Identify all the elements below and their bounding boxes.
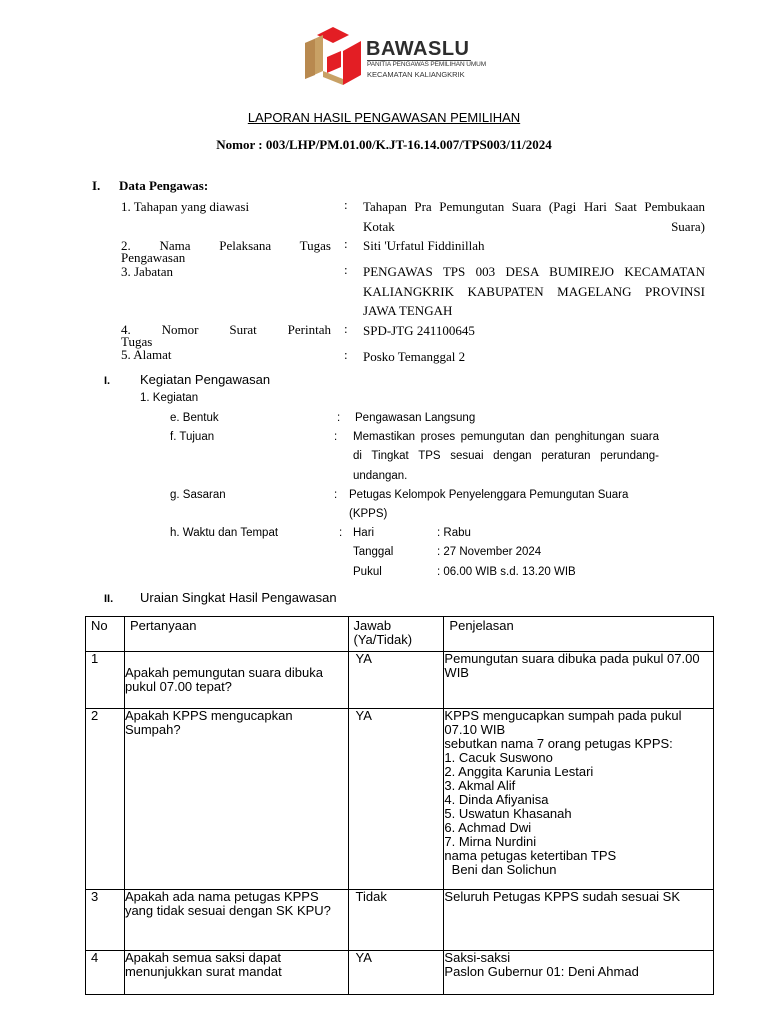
item-value: Tahapan Pra Pemungutan Suara (Pagi Hari Saat Pembukaan Kotak Suara) [363,199,705,234]
explanation-line: KPPS mengucapkan sumpah pada pukul 07.10 WIB [444,708,682,737]
explanation-line: 7. Mirna Nurdini [444,834,537,849]
item-value: SPD-JTG 241100645 [363,323,475,338]
row-question: Apakah semua saksi dapat menunjukkan surat mandat [124,951,348,995]
item-label: 2. Nama Pelaksana Tugas [121,238,331,253]
item-label: 1. Tahapan yang diawasi [121,199,250,214]
section-kegiatan-heading [104,372,270,387]
bentuk-label: e. Bentuk [170,412,219,424]
row-question: Apakah ada nama petugas KPPS yang tidak sesuai dengan SK KPU? [124,890,348,951]
explanation-line: 5. Uswatun Khasanah [444,806,572,821]
item-label-cont: Tugas [121,334,153,349]
item-label: 4. Nomor Surat Perintah [121,322,331,337]
pukul-label: Pukul [353,566,382,578]
item-label-cont: Pengawasan [121,250,186,265]
item-value: PENGAWAS TPS 003 DESA BUMIREJO KECAMATAN KALIANGKRIK KABUPATEN MAGELANG PROVINSI JAWA TENGAH [363,264,705,318]
item-value: Posko Temanggal 2 [363,349,466,364]
row-answer: YA [348,709,444,890]
document-title: LAPORAN HASIL PENGAWASAN PEMILIHAN [247,110,521,125]
section-data-pengawas-heading [92,178,208,194]
section-title: Kegiatan Pengawasan [140,372,271,387]
row-no: 3 [86,890,125,951]
row-no: 1 [86,652,125,709]
explanation-line: sebutkan nama 7 orang petugas KPPS: [444,736,673,751]
explanation-line: 4. Dinda Afiyanisa [444,792,549,807]
hari-label: Hari [353,527,375,539]
table-row [86,890,714,951]
section-uraian-heading [104,590,337,605]
header-jawab: Jawab (Ya/Tidak) [348,617,444,652]
bawaslu-emblem-icon [303,27,365,85]
results-table [85,616,714,995]
tanggal-label: Tanggal [353,546,394,558]
colon: : [344,347,348,362]
row-answer: YA [348,652,444,709]
colon: : [334,431,338,443]
explanation-line: Beni dan Solichun [444,862,557,877]
row-answer: YA [348,951,444,995]
table-row [86,709,714,890]
colon: : [344,236,348,251]
row-answer: Tidak [348,890,444,951]
sasaran-value: Petugas Kelompok Penyelenggara Pemungutan Suara (KPPS) [349,489,629,521]
colon: : [344,262,348,277]
header-penjelasan: Penjelasan [444,617,714,652]
colon: : [334,489,338,501]
item-label: 5. Alamat [121,347,172,362]
section-number: II. [104,593,114,605]
bentuk-value: Pengawasan Langsung [355,412,476,424]
explanation-line: 3. Akmal Alif [444,778,516,793]
colon: : [344,321,348,336]
logo-location: KECAMATAN KALIANGKRIK [367,70,465,79]
explanation-line: nama petugas ketertiban TPS [444,848,617,863]
row-no: 2 [86,709,125,890]
section-number: I. [104,375,111,387]
colon: : [344,197,348,212]
colon: : [337,412,341,424]
hari-value: : Rabu [437,527,471,539]
tanggal-value: : 27 November 2024 [437,546,542,558]
row-no: 4 [86,951,125,995]
tujuan-value: Memastikan proses pemungutan dan penghitungan suara di Tingkat TPS sesuai dengan peraturan perundang-undangan. [353,431,659,482]
logo-subtitle: PANITIA PENGAWAS PEMILIHAN UMUM [367,61,487,68]
row-explanation: Seluruh Petugas KPPS sudah sesuai SK [444,890,714,951]
header-pertanyaan: Pertanyaan [124,617,348,652]
sub-heading: 1. Kegiatan [140,392,199,404]
colon: : [339,527,343,539]
item-value: Siti 'Urfatul Fiddinillah [363,238,485,253]
explanation-line: Saksi-saksi [444,950,511,965]
explanation-line: 2. Anggita Karunia Lestari [444,764,594,779]
sasaran-label: g. Sasaran [170,489,226,501]
row-explanation: Pemungutan suara dibuka pada pukul 07.00 WIB [444,652,714,709]
row-explanation [444,951,714,995]
logo-title: BAWASLU [366,38,470,60]
explanation-line: Paslon Gubernur 01: Deni Ahmad [444,964,639,979]
section-number: I. [92,178,101,193]
header-no: No [86,617,125,652]
waktu-label: h. Waktu dan Tempat [170,527,279,539]
pukul-value: : 06.00 WIB s.d. 13.20 WIB [437,566,576,578]
section-title: Uraian Singkat Hasil Pengawasan [140,590,337,605]
item-label: 3. Jabatan [121,264,173,279]
section-title: Data Pengawas: [119,178,209,193]
row-explanation [444,709,714,890]
document-number: Nomor : 003/LHP/PM.01.00/K.JT-16.14.007/TPS003/11/2024 [216,137,552,152]
table-row [86,951,714,995]
row-question: Apakah KPPS mengucapkan Sumpah? [124,709,348,890]
table-header-row [86,617,714,652]
table-row [86,652,714,709]
tujuan-label: f. Tujuan [170,431,215,443]
explanation-line: 6. Achmad Dwi [444,820,532,835]
bawaslu-logo [303,27,487,87]
row-question: Apakah pemungutan suara dibuka pukul 07.00 tepat? [124,652,348,709]
explanation-line: 1. Cacuk Suswono [444,750,553,765]
